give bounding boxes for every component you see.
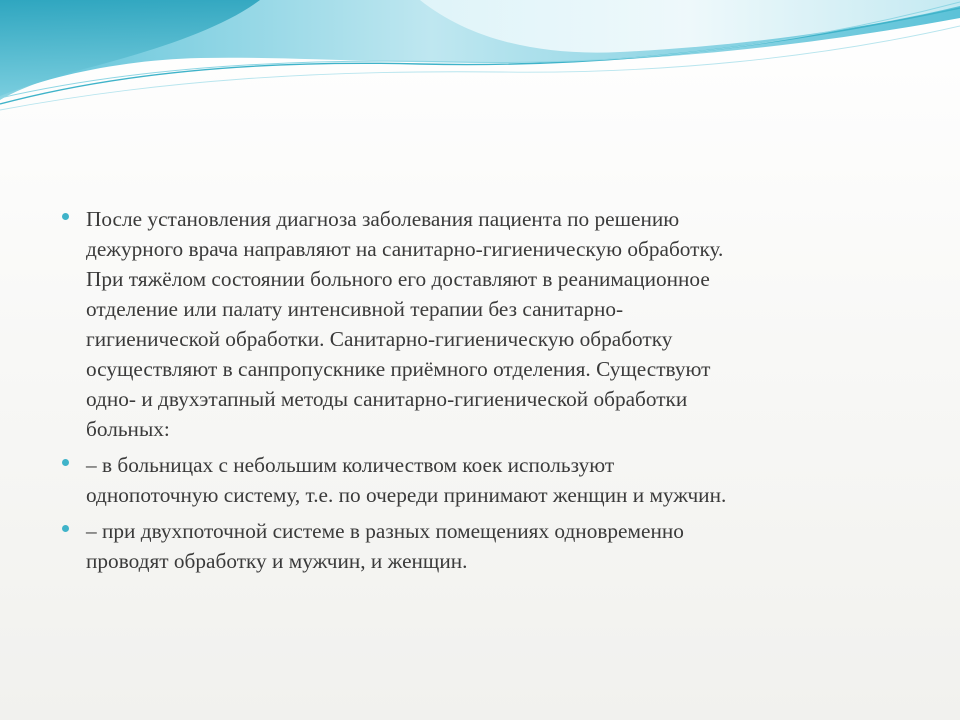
- bullet-text: – при двухпоточной системе в разных помещениях одновременно проводят обработку и мужчин, и женщин.: [86, 519, 684, 573]
- bullet-text: После установления диагноза заболевания пациента по решению дежурного врача направляют на санитарно-гигиеническую обработку. При тяжёлом состоянии больного его доставляют в реанимационное отделение или палату интенсивной терапии без санитарно- гигиенической обработки. Санитарно-гигиеническую обработку осуществляют в санпропускнике приёмного отделения. Существуют одно- и двухэтапный методы санитарно-гигиенической обработки больных:: [86, 207, 724, 441]
- content-area: [62, 204, 912, 582]
- bullet-dot-icon: [62, 525, 69, 532]
- bullet-text: – в больницах с небольшим количеством коек используют однопоточную систему, т.е. по очереди принимают женщин и мужчин.: [86, 453, 727, 507]
- bullet-list: [62, 204, 912, 576]
- bullet-dot-icon: [62, 213, 69, 220]
- bullet-dot-icon: [62, 459, 69, 466]
- bullet-item: [62, 450, 912, 510]
- bullet-item: [62, 516, 912, 576]
- bullet-item: [62, 204, 912, 444]
- wave-header-decoration: [0, 0, 960, 120]
